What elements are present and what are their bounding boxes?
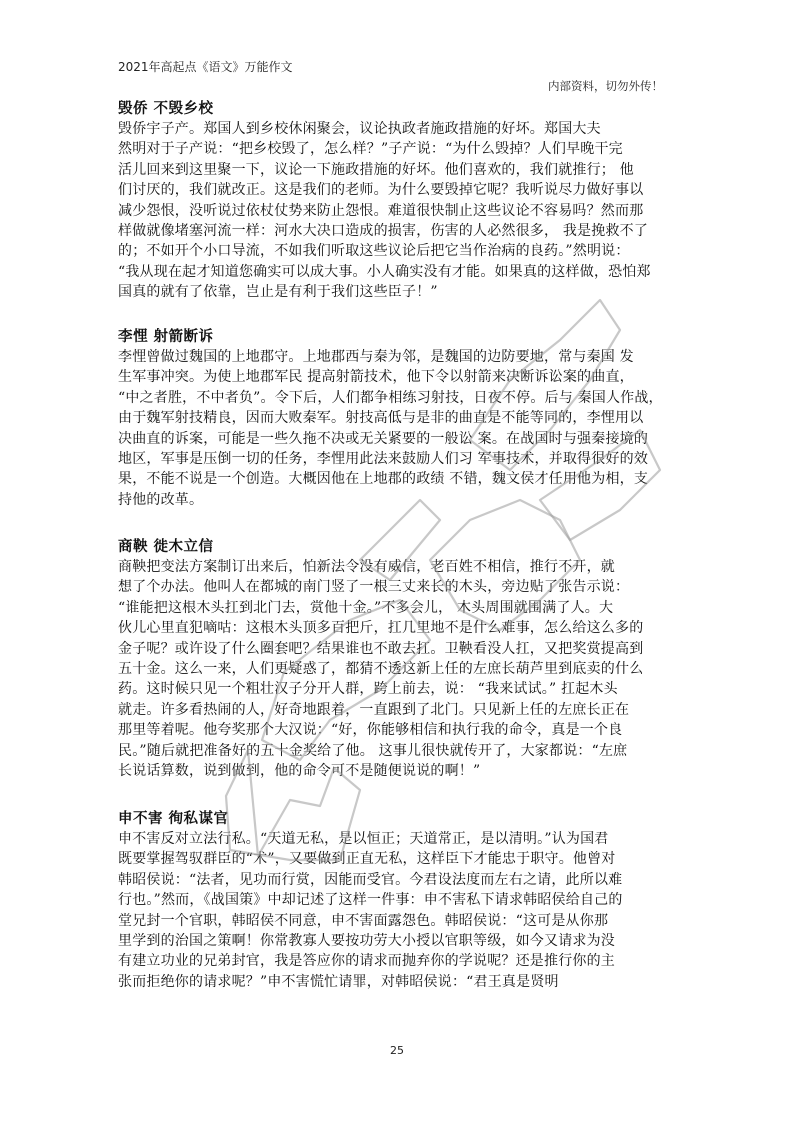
paragraph-line: 堂兄封一个官职，韩昭侯不同意，申不害面露怨色。韩昭侯说：“这可是从你那 — [118, 912, 609, 929]
page-number: 25 — [390, 1044, 404, 1057]
section-title: 申不害 徇私谋官 — [118, 810, 229, 827]
paragraph-line: 伙儿心里直犯嘀咕：这根木头顶多百把斤，扛几里地不是什么难事，怎么给这么多的 — [118, 620, 644, 637]
paragraph-line: 行也。”然而，《战国策》中却记述了这样一件事：申不害私下请求韩昭侯给自己的 — [118, 892, 623, 909]
paragraph-line: 地区，军事是压倒一切的任务，李悝用此法来鼓励人们习 军事技术，并取得很好的效 — [118, 450, 649, 467]
paragraph-line: 生军事冲突。为使上地郡军民 提高射箭技术，他下令以射箭来决断诉讼案的曲直， — [118, 369, 634, 386]
confidential-notice: 内部资料，切勿外传！ — [548, 79, 663, 93]
paragraph-line: 长说话算数，说到做到，他的命令可不是随便说说的啊！” — [118, 762, 481, 779]
paragraph-line: 毁侨宇子产。郑国人到乡校休闲聚会，议论执政者施政措施的好坏。郑国大夫 — [118, 121, 601, 137]
document-header-title: 2021年高起点《语文》万能作文 — [118, 60, 293, 74]
section-title: 李悝 射箭断诉 — [118, 328, 214, 345]
paragraph-line: 韩昭侯说：“法者，见功而行赏，因能而受官。今君设法度而左右之请，此所以难 — [118, 871, 623, 888]
paragraph-line: 张而拒绝你的请求呢？”申不害慌忙请罪，对韩昭侯说：“君王真是贤明 — [118, 973, 559, 990]
paragraph-line: “谁能把这根木头扛到北门去，赏他十金。”不多会儿， 木头周围就围满了人。大 — [118, 599, 614, 616]
section-li-kui — [118, 326, 684, 510]
paragraph-line: 们讨厌的，我们就改正。这是我们的老师。为什么要毁掉它呢？我听说尽力做好事以 — [118, 182, 644, 199]
paragraph-line: 想了个办法。他叫人在都城的南门竖了一根三丈来长的木头，旁边贴了张告示说： — [118, 579, 630, 596]
section-title: 商鞅 徙木立信 — [118, 538, 214, 555]
paragraph-line: 然明对于子产说：“把乡校毁了，怎么样？”子产说：“为什么毁掉？人们早晚干完 — [118, 141, 623, 158]
paragraph-line: 李悝曾做过魏国的上地郡守。上地郡西与秦为邻，是魏国的边防要地，常与秦国 发 — [118, 349, 634, 365]
paragraph-line: 果，不能不说是一个创造。大概因他在上地郡的政绩 不错，魏文侯才任用他为相，支 — [118, 471, 649, 488]
paragraph-line: 有建立功业的兄弟封官，我是答应你的请求而抛弃你的学说呢？还是推行你的主 — [118, 953, 615, 970]
paragraph-line: 申不害反对立法行私。“天道无私，是以恒正；天道常正，是以清明。”认为国君 — [118, 831, 609, 847]
paragraph-line: 里学到的治国之策啊！你常教寡人要按功劳大小授以官职等级，如今又请求为没 — [118, 932, 615, 949]
paragraph-line: 商鞅把变法方案制订出来后，怕新法令没有威信，老百姓不相信，推行不开，就 — [118, 559, 615, 575]
paragraph-line: 民。”随后就把准备好的五十金奖给了他。 这事儿很快就传开了，大家都说：“左庶 — [118, 742, 628, 759]
paragraph-line: 样做就像堵塞河流一样：河水大决口造成的损害，伤害的人必然很多， 我是挽救不了 — [118, 222, 649, 239]
paragraph-line: 药。这时候只见一个粗壮汉子分开人群，跨上前去，说： “我来试试。” 扛起木头 — [118, 681, 618, 698]
paragraph-line: 由于魏军射技精良，因而大败秦军。射技高低与是非的曲直是不能等同的，李悝用以 — [118, 410, 644, 427]
section-shen-buhai — [118, 808, 684, 992]
paragraph-line: 既要掌握驾驭群臣的“术”，又要做到正直无私，这样臣下才能忠于职守。他曾对 — [118, 851, 616, 868]
paragraph-line: 就走。许多看热闹的人，好奇地跟着，一直跟到了北门。只见新上任的左庶长正在 — [118, 701, 630, 718]
paragraph-line: 减少怨恨，没听说过依杖仗势来防止怨恨。难道很快制止这些议论不容易吗？然而那 — [118, 202, 644, 219]
paragraph-line: 金子呢？或许设了什么圈套吧？结果谁也不敢去扛。卫鞅看没人扛，又把奖赏提高到 — [118, 640, 644, 657]
paragraph-line: “我从现在起才知道您确实可以成大事。小人确实没有才能。如果真的这样做，恐怕郑 — [118, 263, 651, 280]
paragraph-line: 的；不如开个小口导流，不如我们听取这些议论后把它当作治病的良药。”然明说： — [118, 243, 630, 260]
paragraph-line: “中之者胜，不中者负”。令下后，人们都争相练习射技，日夜不停。后与 秦国人作战， — [118, 389, 663, 406]
paragraph-line: 活儿回来到这里聚一下，议论一下施政措施的好坏。他们喜欢的，我们就推行； 他 — [118, 161, 634, 178]
section-shang-yang — [118, 536, 684, 781]
paragraph-line: 国真的就有了依靠，岂止是有利于我们这些臣子！” — [118, 284, 438, 301]
section-title: 毁侨 不毁乡校 — [118, 100, 214, 117]
paragraph-line: 那里等着呢。他夸奖那个大汉说：“好，你能够相信和执行我的命令，真是一个良 — [118, 722, 623, 739]
paragraph-line: 决曲直的诉案，可能是一些久拖不决或无关紧要的一般讼 案。在战国时与强秦接境的 — [118, 430, 649, 447]
paragraph-line: 五十金。这么一来，人们更疑惑了，都猜不透这新上任的左庶长葫芦里到底卖的什么 — [118, 660, 644, 677]
section-zichan — [118, 98, 684, 303]
paragraph-line: 持他的改革。 — [118, 491, 204, 508]
